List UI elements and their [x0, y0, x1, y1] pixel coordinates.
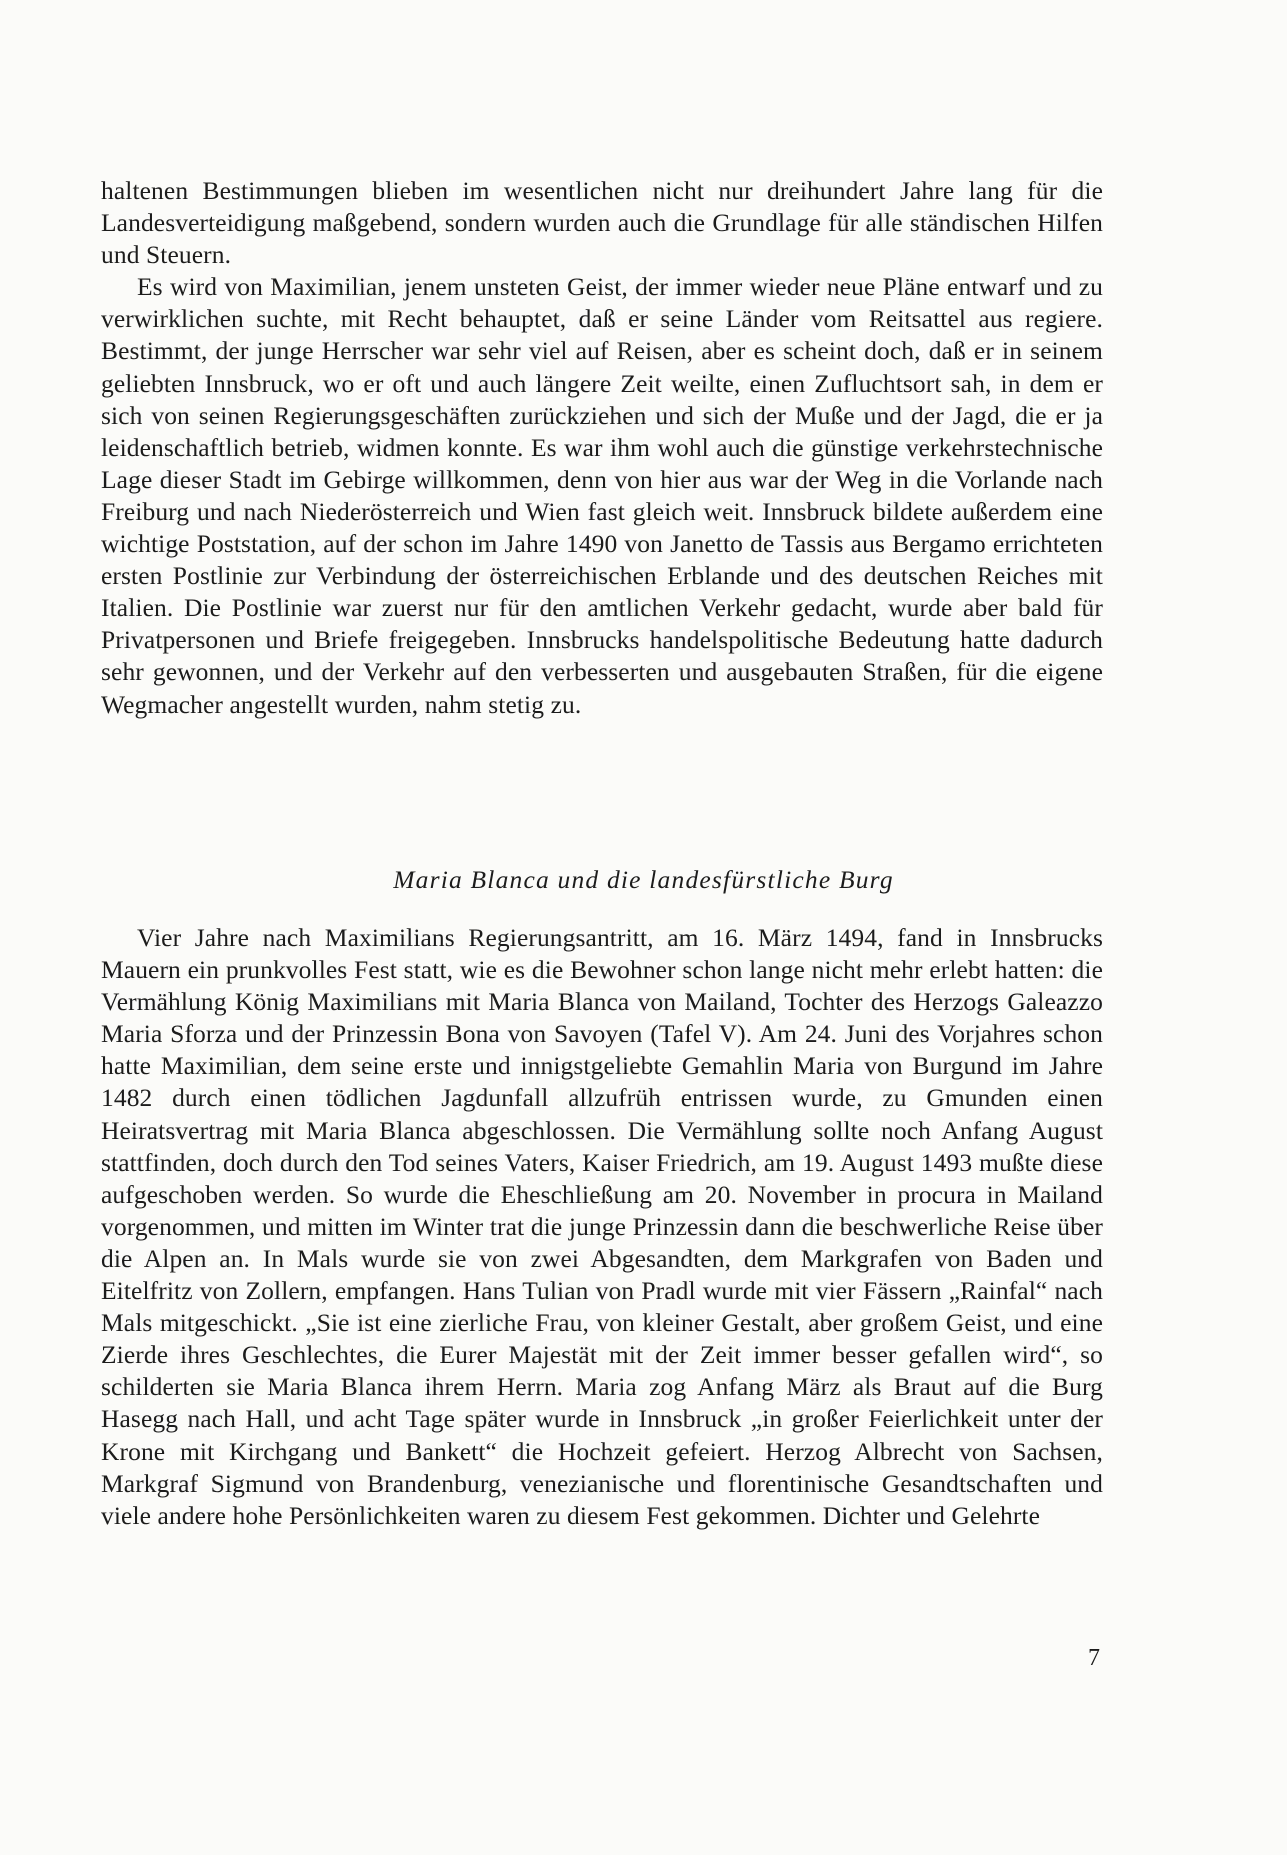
paragraph: Es wird von Maximilian, jenem unsteten Geist, der immer wieder neue Pläne entwarf und zu verwirklichen suchte, mit Recht behauptet, daß er seine Länder vom Reitsattel aus regiere. Bestimmt, der junge Herrscher war sehr viel auf Reisen, aber es scheint doch, daß er in seinem geliebten Innsbruck, wo er oft und auch längere Zeit weilte, einen Zufluchtsort sah, in dem er sich von seinen Regierungsgeschäften zurückziehen und sich der Muße und der Jagd, die er ja leidenschaftlich betrieb, widmen konnte. Es war ihm wohl auch die günstige verkehrstechnische Lage dieser Stadt im Gebirge willkommen, denn von hier aus war der Weg in die Vorlande nach Freiburg und nach Niederösterreich und Wien fast gleich weit. Innsbruck bildete außerdem eine wichtige Poststation, auf der schon im Jahre 1490 von Janetto de Tassis aus Bergamo errichteten ersten Postlinie zur Verbindung der österreichischen Erblande und des deutschen Reiches mit Italien. Die Postlinie war zuerst nur für den amtlichen Verkehr gedacht, wurde aber bald für Privatpersonen und Briefe freigegeben. Innsbrucks handelspolitische Bedeutung hatte dadurch sehr gewonnen, und der Verkehr auf den verbesserten und ausgebauten Straßen, für die eigene Wegmacher angestellt wurden, nahm stetig zu. [101, 272, 1103, 719]
text-block-top [101, 175, 1103, 721]
section-heading: Maria Blanca und die landesfürstliche Burg [393, 865, 894, 894]
paragraph: haltenen Bestimmungen blieben im wesentlichen nicht nur dreihundert Jahre lang für die Landesverteidigung maßgebend, sondern wurden auch die Grundlage für alle ständischen Hilfen und Steuern. [101, 176, 1103, 270]
paragraph: Vier Jahre nach Maximilians Regierungsantritt, am 16. März 1494, fand in Innsbrucks Mauern ein prunkvolles Fest statt, wie es die Bewohner schon lange nicht mehr erlebt hatten: die Vermählung König Maximilians mit Maria Blanca von Mailand, Tochter des Herzogs Galeazzo Maria Sforza und der Prinzessin Bona von Savoyen (Tafel V). Am 24. Juni des Vorjahres schon hatte Maximilian, dem seine erste und innigstgeliebte Gemahlin Maria von Burgund im Jahre 1482 durch einen tödlichen Jagdunfall allzufrüh entrissen wurde, zu Gmunden einen Heiratsvertrag mit Maria Blanca abgeschlossen. Die Vermählung sollte noch Anfang August stattfinden, doch durch den Tod seines Vaters, Kaiser Friedrich, am 19. August 1493 mußte diese aufgeschoben werden. So wurde die Eheschließung am 20. November in procura in Mailand vorgenommen, und mitten im Winter trat die junge Prinzessin dann die beschwerliche Reise über die Alpen an. In Mals wurde sie von zwei Abgesandten, dem Markgrafen von Baden und Eitelfritz von Zollern, empfangen. Hans Tulian von Pradl wurde mit vier Fässern „Rainfal“ nach Mals mitgeschickt. „Sie ist eine zierliche Frau, von kleiner Gestalt, aber großem Geist, und eine Zierde ihres Geschlechtes, die Eurer Majestät mit der Zeit immer besser gefallen wird“, so schilderten sie Maria Blanca ihrem Herrn. Maria zog Anfang März als Braut auf die Burg Hasegg nach Hall, und acht Tage später wurde in Innsbruck „in großer Feierlichkeit unter der Krone mit Kirchgang und Bankett“ die Hochzeit gefeiert. Herzog Albrecht von Sachsen, Markgraf Sigmund von Brandenburg, venezianische und florentinische Gesandtschaften und viele andere hohe Persönlichkeiten waren zu diesem Fest gekommen. Dichter und Gelehrte [101, 923, 1103, 1530]
text-block-bottom [101, 922, 1103, 1532]
page-number: 7 [1088, 1645, 1100, 1671]
